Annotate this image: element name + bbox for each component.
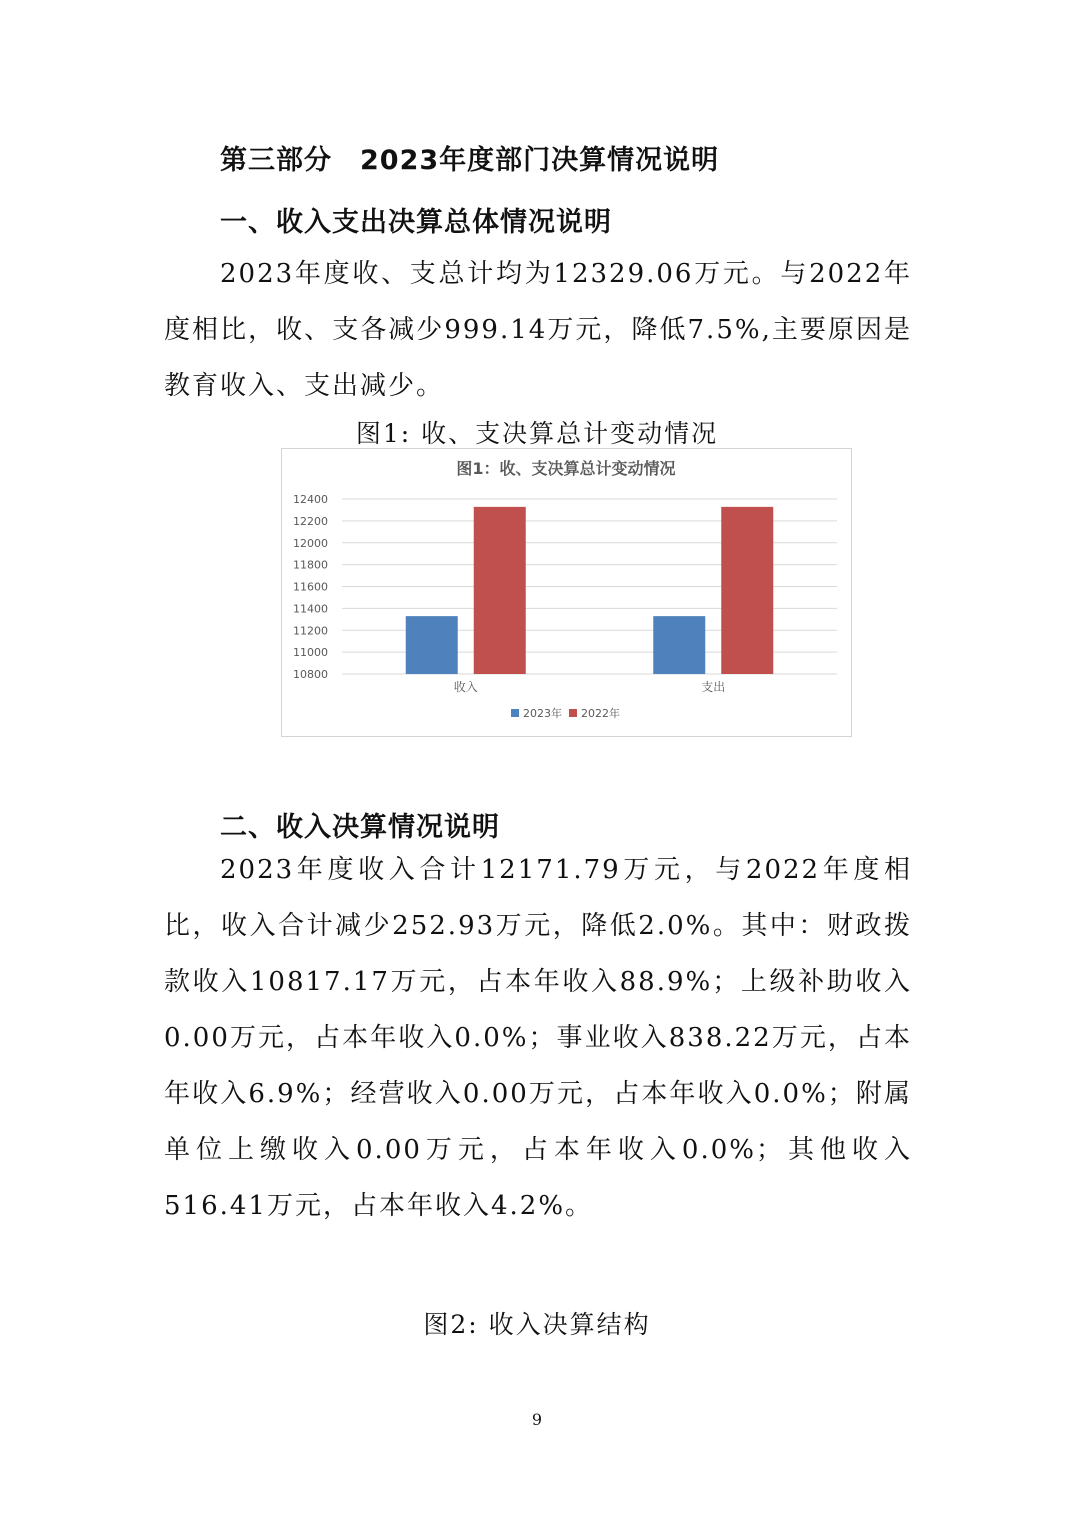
y-tick-label: 12400 xyxy=(293,493,328,506)
figure2-caption: 图2: 收入决算结构 xyxy=(423,1310,651,1339)
legend-swatch xyxy=(511,709,519,717)
bar-支出-2022年 xyxy=(721,507,773,674)
x-tick-label: 支出 xyxy=(701,680,726,694)
y-tick-label: 12200 xyxy=(293,514,328,528)
y-tick-label: 12000 xyxy=(293,536,328,550)
y-tick-label: 11800 xyxy=(293,558,328,572)
section1-paragraph xyxy=(164,246,912,414)
section1-paragraph-text: 2023年度收、支总计均为12329.06万元。与2022年度相比，收、支各减少999.14万元，降低7.5%,主要原因是教育收入、支出减少。 xyxy=(164,259,912,401)
section2-paragraph-text: 2023年度收入合计12171.79万元，与2022年度相比，收入合计减少252.93万元，降低2.0%。其中：财政拨款收入10817.17万元，占本年收入88.9%；上级补助收入0.00万元，占本年收入0.0%；事业收入838.22万元，占本年收入6.9%；经营收入0.00万元，占本年收入0.0%；附属单位上缴收入0.00万元，占本年收入0.0%；其他收入516.41万元，占本年收入4.2%。 xyxy=(164,855,912,1221)
figure1-caption: 图1: 收、支决算总计变动情况 xyxy=(355,419,719,448)
bar-收入-2022年 xyxy=(474,507,526,674)
legend-label: 2023年 xyxy=(523,707,562,720)
bar-收入-2023年 xyxy=(406,616,458,674)
chart-bars xyxy=(406,507,774,674)
chart-title: 图1：收、支决算总计变动情况 xyxy=(456,459,676,478)
y-tick-label: 11600 xyxy=(293,580,328,594)
x-axis-labels xyxy=(454,679,726,694)
figure1-chart xyxy=(281,448,852,737)
bar-支出-2023年 xyxy=(653,616,705,674)
bar-chart xyxy=(282,449,851,736)
y-axis-ticks xyxy=(293,493,328,681)
y-tick-label: 11400 xyxy=(293,602,328,616)
y-tick-label: 11200 xyxy=(293,624,328,638)
legend-label: 2022年 xyxy=(581,707,620,720)
legend-swatch xyxy=(569,709,577,717)
part-heading: 第三部分 2023年度部门决算情况说明 xyxy=(220,145,720,176)
chart-legend xyxy=(511,706,620,720)
section2-paragraph xyxy=(164,842,912,1234)
x-tick-label: 收入 xyxy=(453,680,478,694)
section1-heading: 一、收入支出决算总体情况说明 xyxy=(220,207,612,238)
y-tick-label: 10800 xyxy=(293,668,328,681)
y-tick-label: 11000 xyxy=(293,646,328,660)
page-number: 9 xyxy=(531,1410,543,1429)
section2-heading: 二、收入决算情况说明 xyxy=(220,812,500,843)
